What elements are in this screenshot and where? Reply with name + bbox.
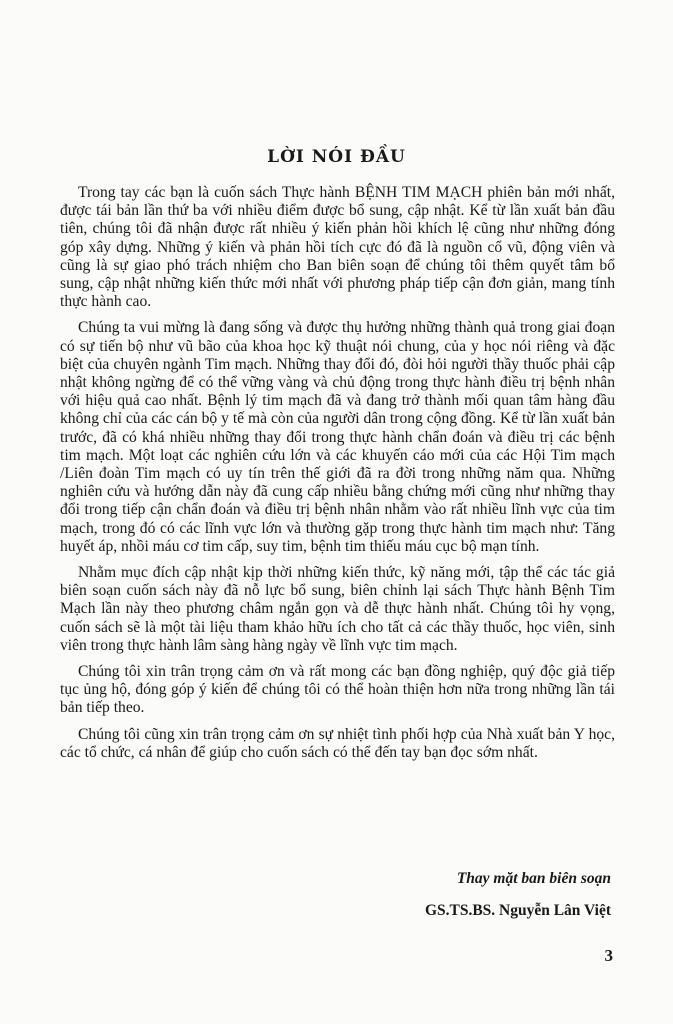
- signature-block: [425, 870, 611, 920]
- signature-name: GS.TS.BS. Nguyễn Lân Việt: [424, 902, 611, 919]
- page-number: 3: [604, 946, 613, 965]
- preface-body: [60, 184, 615, 770]
- paragraph-1: Trong tay các bạn là cuốn sách Thực hành BỆNH TIM MẠCH phiên bản mới nhất, được tái bản lần thứ ba với nhiều điểm được bổ sung, cập nhật. Kể từ lần xuất bản đầu tiên, chúng tôi đã nhận được rất nhiều ý kiến phản hồi khích lệ cũng như những đóng góp xây dựng. Những ý kiến và phản hồi tích cực đó đã là nguồn cổ vũ, động viên và cũng là sự giao phó trách nhiệm cho Ban biên soạn để chúng tôi thêm quyết tâm bổ sung, cập nhật những kiến thức mới nhất với phương pháp tiếp cận đơn giản, mang tính thực hành cao.: [60, 184, 615, 311]
- signature-role: Thay mặt ban biên soạn: [456, 870, 611, 887]
- paragraph-3: Nhằm mục đích cập nhật kịp thời những kiến thức, kỹ năng mới, tập thể các tác giả biên soạn cuốn sách này đã nỗ lực bổ sung, biên chỉnh lại sách Thực hành Bệnh Tim Mạch lần này theo phương châm ngắn gọn và dễ thực hành nhất. Chúng tôi hy vọng, cuốn sách sẽ là một tài liệu tham khảo hữu ích cho tất cả các thầy thuốc, học viên, sinh viên trong thực hành lâm sàng hàng ngày về lĩnh vực tim mạch.: [60, 564, 615, 654]
- paragraph-5: Chúng tôi cũng xin trân trọng cảm ơn sự nhiệt tình phối hợp của Nhà xuất bản Y học, các tổ chức, cá nhân để giúp cho cuốn sách có thể đến tay bạn đọc sớm nhất.: [60, 725, 615, 761]
- paragraph-2: Chúng ta vui mừng là đang sống và được thụ hưởng những thành quả trong giai đoạn có sự tiến bộ như vũ bão của khoa học kỹ thuật nói chung, của y học nói riêng và đặc biệt của chuyên ngành Tim mạch. Những thay đổi đó, đòi hỏi người thầy thuốc phải cập nhật không ngừng để có thể vững vàng và chủ động trong thực hành điều trị bệnh nhân với hiệu quả cao nhất. Bệnh lý tim mạch đã và đang trở thành mối quan tâm hàng đầu không chỉ của các cán bộ y tế mà còn của người dân trong cộng đồng. Kể từ lần xuất bản trước, đã có khá nhiều những thay đổi trong thực hành chẩn đoán và điều trị các bệnh tim mạch. Một loạt các nghiên cứu lớn và các khuyến cáo mới của các Hội Tim mạch /Liên đoàn Tim mạch có uy tín trên thế giới đã ra đời trong những năm qua. Những nghiên cứu và hướng dẫn này đã cung cấp nhiều bằng chứng mới cũng như những thay đổi trong tiếp cận chẩn đoán và điều trị bệnh nhân nhằm vào rất nhiều lĩnh vực của tim mạch, trong đó có các lĩnh vực lớn và thường gặp trong thực hành tim mạch như: Tăng huyết áp, nhồi máu cơ tim cấp, suy tim, bệnh tim thiếu máu cục bộ mạn tính.: [60, 319, 615, 555]
- paragraph-4: Chúng tôi xin trân trọng cảm ơn và rất mong các bạn đồng nghiệp, quý độc giả tiếp tục ủng hộ, đóng góp ý kiến để chúng tôi có thể hoàn thiện hơn nữa trong những lần tái bản tiếp theo.: [60, 663, 615, 717]
- page-title: LỜI NÓI ĐẦU: [267, 147, 406, 167]
